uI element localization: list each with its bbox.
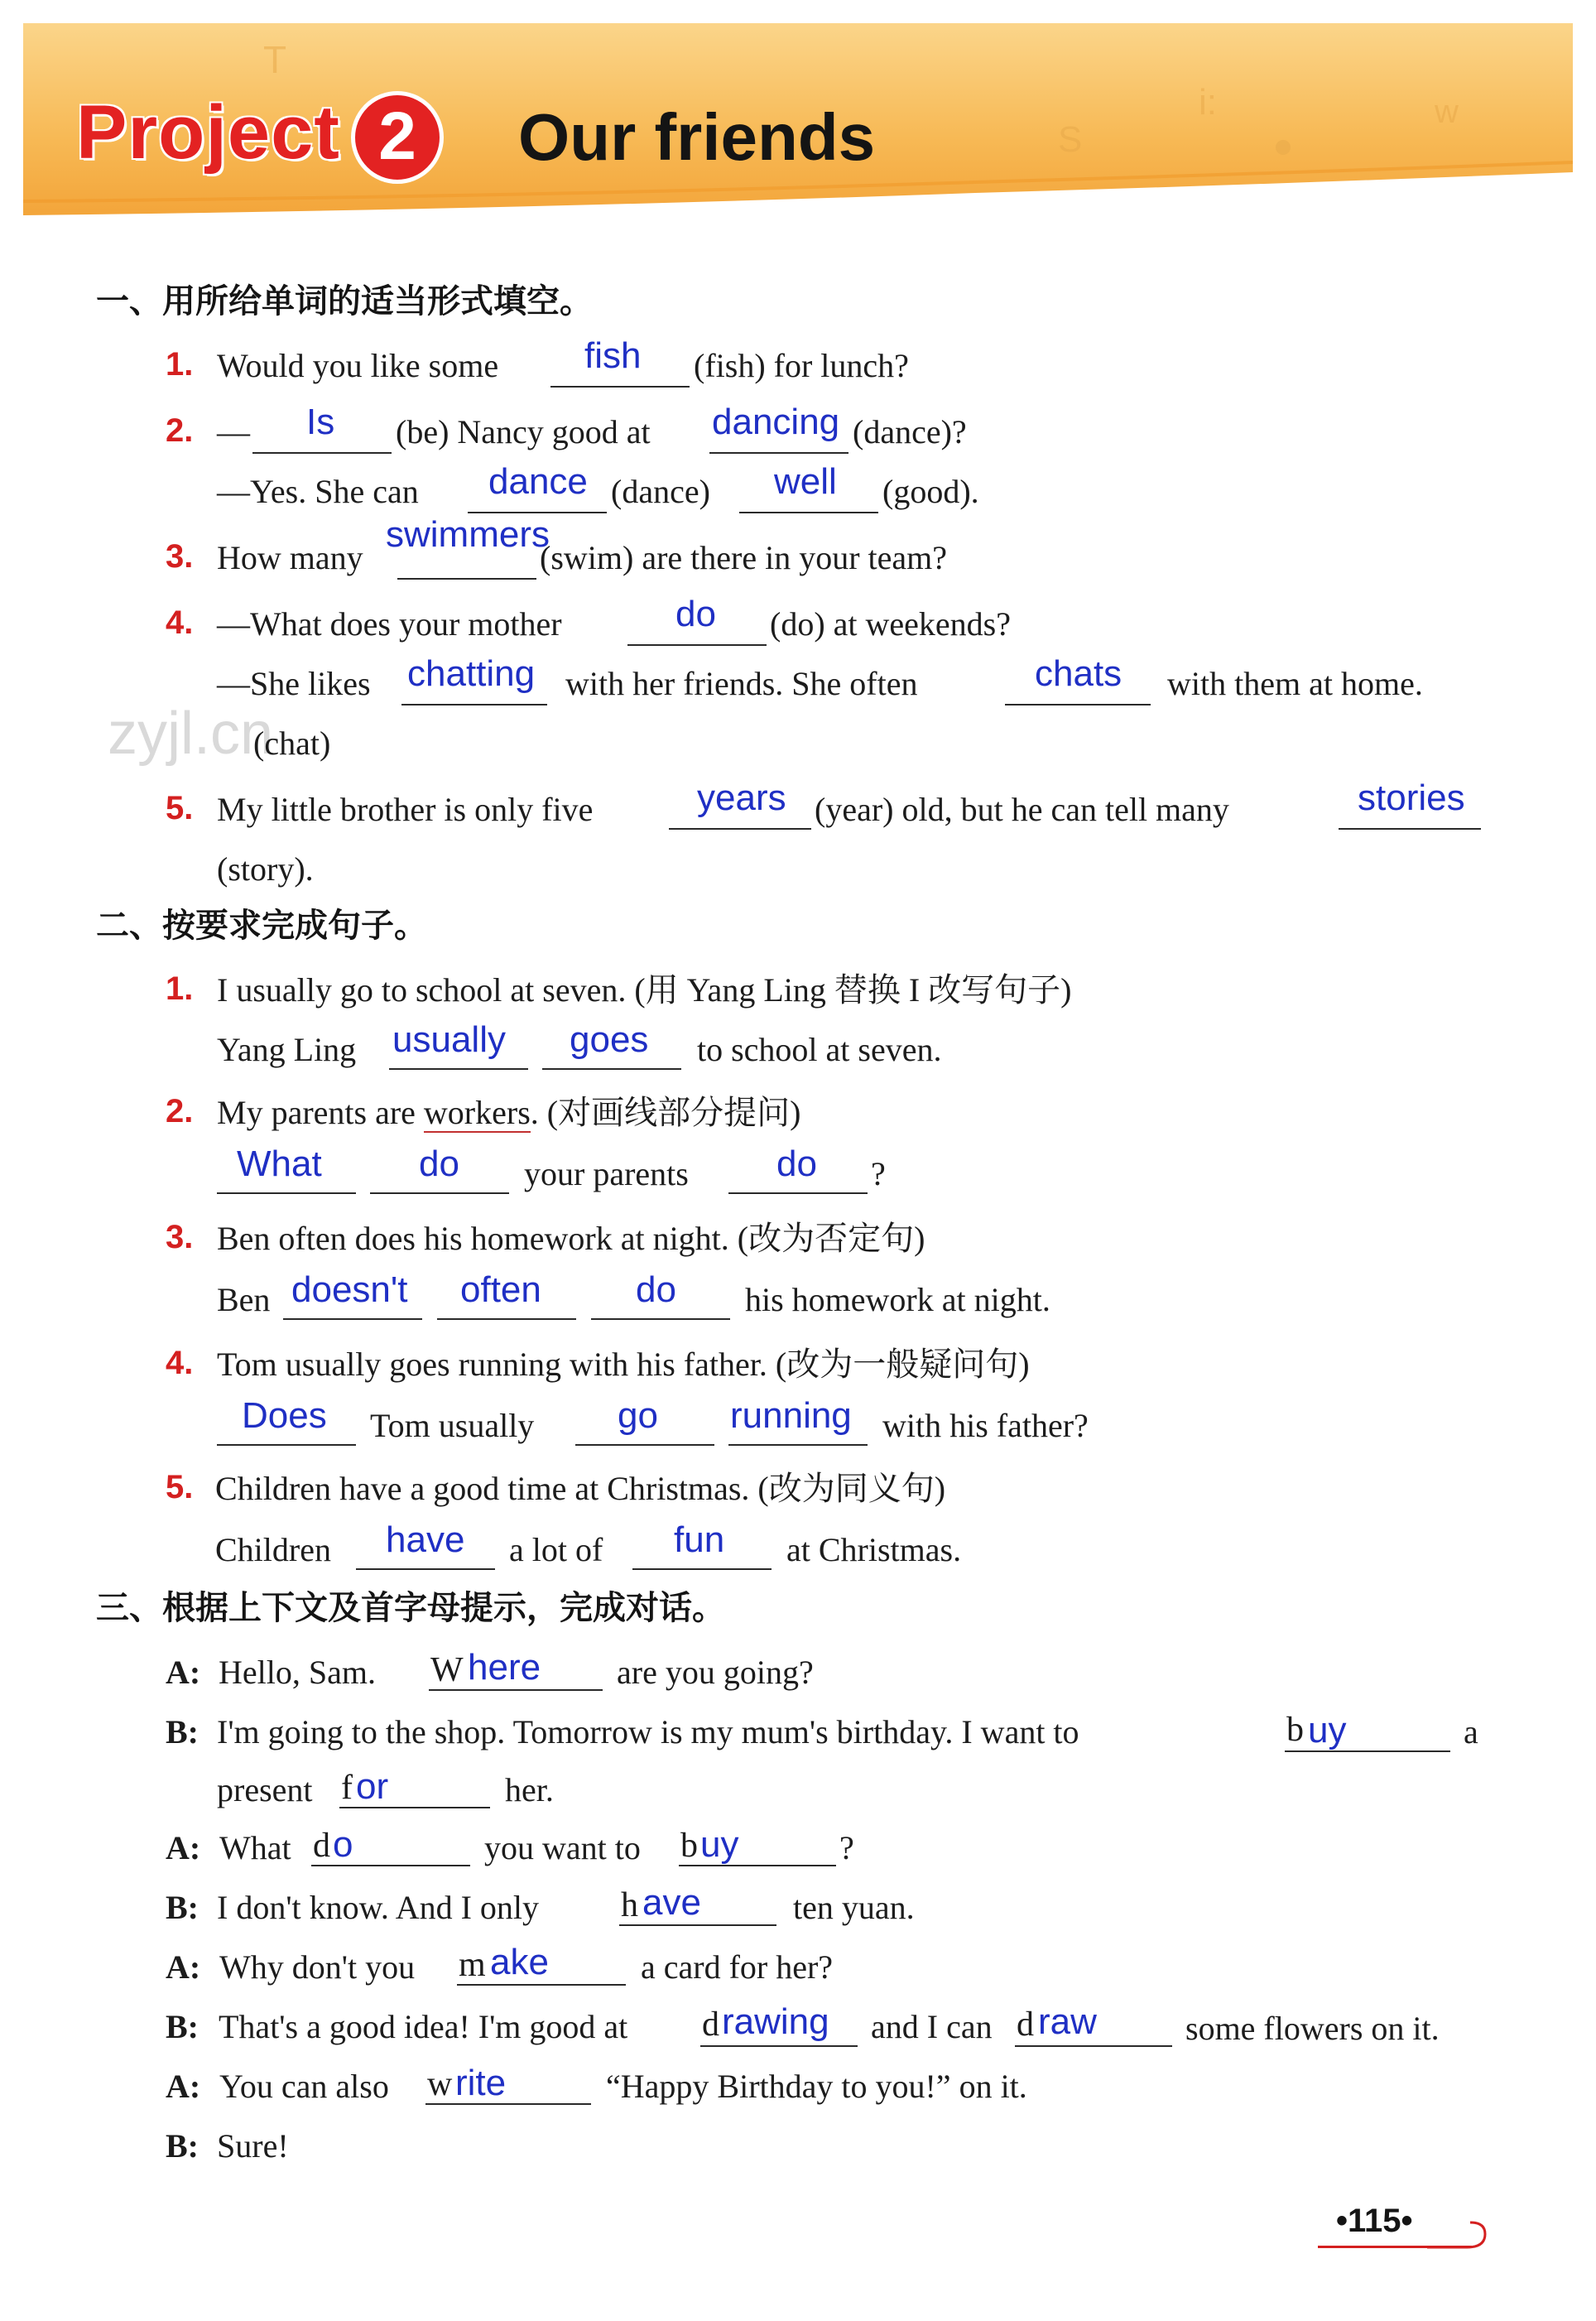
question-text: a lot of [509,1531,603,1568]
watermark: zyjl.cn [108,701,274,767]
question-prompt [217,1096,800,1129]
dialogue-text: her. [505,1771,554,1808]
dash: — [217,413,250,450]
answer: running [730,1395,852,1436]
dialogue-text: a [1464,1713,1478,1750]
question-prompt: Children have a good time at Christmas. (改为同义句) [215,1470,946,1507]
answer-blank[interactable] [627,644,767,646]
question-number: 3. [166,1219,194,1255]
speaker-label: B: [166,1889,199,1926]
svg-text:T: T [263,38,287,81]
question-text: with her friends. She often [565,665,918,702]
section-heading-3: 三、根据上下文及首字母提示，完成对话。 [96,1589,725,1627]
answer-blank[interactable] [700,2045,858,2047]
question-text: (swim) are there in your team? [540,539,948,576]
answer-blank[interactable] [669,828,811,830]
answer: well [774,461,837,502]
question-text: (good). [882,473,979,510]
question-text: —Yes. She can [217,473,419,510]
dialogue-text: What [219,1829,291,1866]
answer: chatting [407,653,536,694]
answer-blank[interactable] [217,1444,356,1446]
answer: go [618,1395,658,1436]
question-text: to school at seven. [697,1031,942,1068]
initial-letter: d [313,1827,330,1865]
dialogue-text: “Happy Birthday to you!” on it. [606,2068,1027,2105]
page-title: Our friends [518,100,876,174]
answer-blank[interactable] [619,1924,776,1926]
answer-blank[interactable] [457,1984,626,1986]
question-text: Tom usually [370,1407,535,1444]
question-prompt: I usually go to school at seven. (用 Yang Ling 替换 I 改写句子) [217,971,1072,1009]
answer: doesn't [291,1269,408,1310]
answer-blank[interactable] [389,1068,528,1070]
question-text: Yang Ling [217,1031,357,1068]
answer: fun [674,1519,725,1560]
question-text: Children [215,1531,331,1568]
answer: uy [700,1824,739,1865]
section-heading-1: 一、用所给单词的适当形式填空。 [96,282,593,320]
answer-blank[interactable] [575,1444,714,1446]
speaker-label: B: [166,2127,199,2165]
question-number: 3. [166,538,194,575]
question-text: his homework at night. [745,1281,1050,1318]
answer-blank[interactable] [425,2103,591,2105]
answer: do [675,594,716,634]
question-text: (dance)? [853,413,967,450]
answer: raw [1038,2001,1097,2042]
question-number: 4. [166,604,194,641]
answer-blank[interactable] [1005,704,1151,705]
question-number: 1. [166,346,194,383]
answer: rite [455,2063,507,2103]
question-prompt: Ben often does his homework at night. (改为否定句) [217,1220,925,1257]
dialogue-text: That's a good idea! I'm good at [219,2008,628,2045]
answer: rawing [722,2001,829,2042]
answer-blank[interactable] [437,1318,576,1320]
answer-blank[interactable] [1015,2045,1172,2047]
initial-letter: f [341,1769,353,1807]
answer: What [237,1144,322,1184]
question-text: (fish) for lunch? [694,347,909,384]
question-number: 5. [166,790,194,826]
answer-blank[interactable] [356,1568,495,1570]
answer-blank[interactable] [429,1689,603,1691]
answer-blank[interactable] [728,1444,868,1446]
speaker-label: A: [166,1829,201,1866]
answer: here [468,1647,541,1688]
question-text: your parents [524,1155,689,1192]
dialogue-text: I don't know. And I only [217,1889,540,1926]
question-text: (year) old, but he can tell many [815,791,1229,828]
dialogue-text: ten yuan. [793,1889,915,1926]
prompt-text: My parents are [217,1094,416,1131]
question-text: —What does your mother [217,605,562,643]
answer-blank[interactable] [728,1192,868,1194]
speaker-label: A: [166,1654,201,1691]
answer-blank[interactable] [542,1068,681,1070]
dialogue-text: are you going? [617,1654,814,1691]
answer: dancing [712,402,840,442]
answer: have [386,1519,465,1560]
dialogue-text: a card for her? [641,1948,834,1986]
initial-letter: b [680,1827,698,1865]
answer-blank[interactable] [311,1865,470,1866]
answer-blank[interactable] [550,386,690,388]
dialogue-text: some flowers on it. [1185,2010,1440,2047]
question-text: with them at home. [1167,665,1423,702]
question-number: 2. [166,412,194,449]
initial-letter: d [702,2006,719,2044]
underlined-word: workers [423,1094,531,1131]
answer-blank[interactable] [370,1192,509,1194]
question-text: with his father? [882,1407,1089,1444]
initial-letter: d [1017,2006,1034,2044]
question-number: 4. [166,1345,194,1381]
question-text: —She likes [217,665,371,702]
question-text: ? [871,1155,886,1192]
initial-letter: b [1286,1711,1304,1749]
svg-text:w: w [1435,94,1459,130]
answer-blank[interactable] [591,1318,730,1320]
answer-blank[interactable] [468,512,607,513]
question-text: (story). [217,850,314,888]
answer: years [697,778,786,818]
dialogue-text: present [217,1771,313,1808]
speaker-label: B: [166,2008,199,2045]
question-text: How many [217,539,363,576]
project-number-badge: 2 [351,91,444,184]
answer-blank[interactable] [252,452,392,454]
question-number: 5. [166,1469,194,1505]
page-curl-icon [1424,2213,1490,2252]
answer-blank[interactable] [709,452,848,454]
initial-letter: m [459,1946,486,1984]
svg-text:S: S [1058,119,1083,160]
answer-blank[interactable] [1285,1750,1450,1752]
answer: stories [1358,778,1465,818]
answer: Is [306,402,335,442]
speaker-label: A: [166,1948,201,1986]
question-text: Would you like some [217,347,499,384]
answer-blank[interactable] [397,578,536,580]
question-text: (do) at weekends? [770,605,1011,643]
dialogue-text: you want to [484,1829,641,1866]
page-number: •115• [1336,2203,1413,2239]
dialogue-text: I'm going to the shop. Tomorrow is my mum's birthday. I want to [217,1713,1079,1750]
question-text: Ben [217,1281,271,1318]
answer: swimmers [386,514,550,555]
dialogue-text: Sure! [217,2127,289,2165]
header-banner [23,23,1573,218]
answer: uy [1308,1710,1347,1750]
dialogue-text: ? [839,1829,854,1866]
answer-blank[interactable] [339,1807,490,1808]
answer-blank[interactable] [217,1192,356,1194]
question-text: (dance) [611,473,710,510]
dialogue-text: Why don't you [219,1948,416,1986]
dialogue-text: Hello, Sam. [219,1654,376,1691]
question-prompt: Tom usually goes running with his father. (改为一般疑问句) [217,1346,1030,1383]
project-label: Project [76,90,340,175]
question-number: 1. [166,970,194,1007]
svg-text:i:: i: [1199,82,1217,123]
prompt-text: . (对画线部分提问) [530,1094,801,1131]
answer: dance [488,461,588,502]
question-text: (be) Nancy good at [396,413,651,450]
answer: ake [490,1942,549,1982]
answer: ave [642,1882,701,1923]
answer: fish [584,335,642,376]
answer: Does [242,1395,327,1436]
answer: usually [392,1019,506,1060]
dialogue-text: You can also [219,2068,389,2105]
initial-letter: h [621,1886,638,1924]
question-text: (chat) [253,725,331,762]
question-text: My little brother is only five [217,791,594,828]
answer-blank[interactable] [739,512,878,513]
answer-blank[interactable] [1339,828,1481,830]
question-text: at Christmas. [786,1531,962,1568]
speaker-label: A: [166,2068,201,2105]
answer: often [460,1269,541,1310]
dialogue-text: and I can [871,2008,993,2045]
answer-blank[interactable] [679,1865,836,1866]
answer: o [333,1824,353,1865]
answer-blank[interactable] [401,704,547,705]
question-number: 2. [166,1093,194,1129]
initial-letter: W [430,1651,464,1689]
answer: do [636,1269,676,1310]
answer: do [419,1144,459,1184]
answer: chats [1035,653,1122,694]
initial-letter: w [427,2065,453,2103]
answer-blank[interactable] [283,1318,422,1320]
answer: do [776,1144,817,1184]
answer: goes [570,1019,649,1060]
answer: or [356,1766,389,1807]
speaker-label: B: [166,1713,199,1750]
section-heading-2: 二、按要求完成句子。 [96,907,427,945]
answer-blank[interactable] [632,1568,772,1570]
